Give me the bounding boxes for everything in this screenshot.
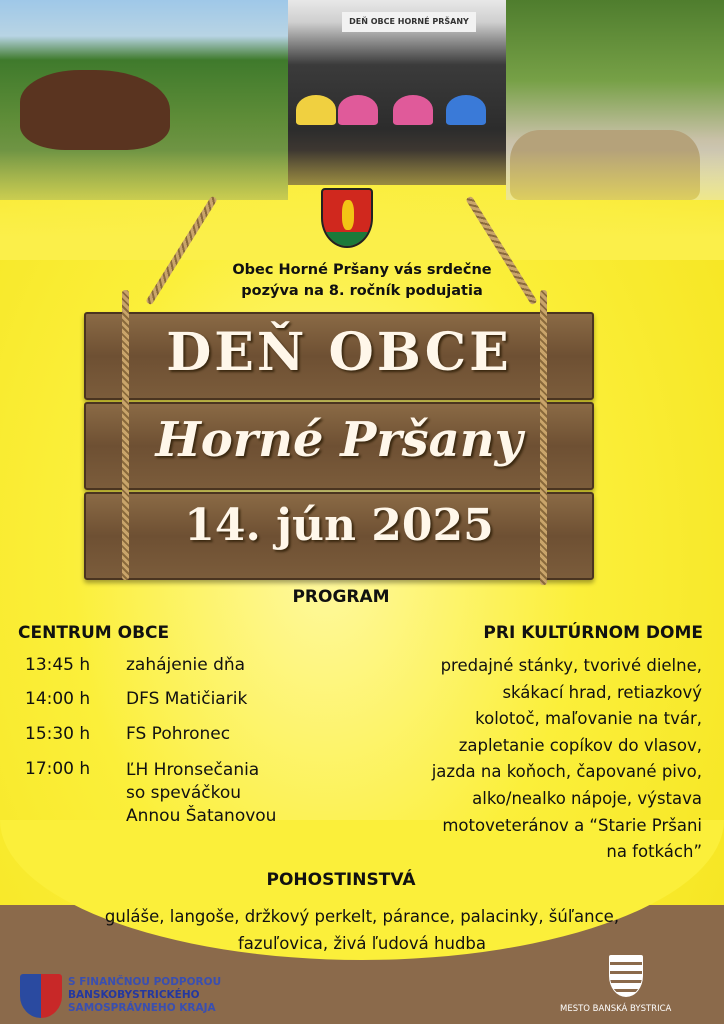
kulturny-line: jazda na koňoch, čapované pivo, — [431, 762, 702, 782]
kulturny-line: skákací hrad, retiazkový — [502, 682, 702, 702]
kulturny-line: kolotoč, maľovanie na tvár, — [475, 709, 702, 729]
program-item-line: so speváčkou — [126, 783, 242, 803]
program-item-line: Annou Šatanovou — [126, 806, 277, 826]
program-item: FS Pohronec — [126, 724, 231, 744]
kulturny-list — [432, 653, 702, 866]
city-label: MESTO BANSKÁ BYSTRICA — [560, 1004, 672, 1014]
kulturny-line: predajné stánky, tvorivé dielne, — [440, 656, 702, 675]
dancer — [446, 95, 486, 125]
centrum-heading: CENTRUM OBCE — [18, 623, 170, 643]
food-list — [0, 903, 724, 957]
sponsor-text — [68, 976, 221, 1015]
dancer — [296, 95, 336, 125]
program-heading: PROGRAM — [292, 587, 390, 607]
program-item: zahájenie dňa — [126, 655, 246, 675]
program-item — [126, 759, 276, 828]
kulturny-line: na fotkách” — [606, 842, 702, 862]
sign-village: Horné Pršany — [155, 412, 523, 468]
city-coat-of-arms-logo — [609, 955, 643, 997]
program-item: DFS Matičiarik — [126, 689, 248, 709]
sign-title: DEŇ OBCE — [166, 322, 512, 383]
sponsor-line: S FINANČNOU PODPOROU — [68, 976, 222, 988]
program-time: 17:00 h — [25, 759, 91, 779]
food-line: guláše, langoše, držkový perkelt, párance, palacinky, šúľance, — [104, 907, 620, 926]
stage-banner: DEŇ OBCE HORNÉ PRŠANY — [342, 12, 476, 32]
kulturny-line: zapletanie copíkov do vlasov, — [458, 735, 702, 755]
sign-date: 14. jún 2025 — [184, 500, 494, 551]
sponsor-line: BANSKOBYSTRICKÉHO — [68, 989, 200, 1001]
program-time: 15:30 h — [25, 724, 91, 744]
village-coat-of-arms — [321, 188, 373, 248]
pohostinstva-heading: POHOSTINSTVÁ — [266, 870, 416, 890]
program-item-line: ĽH Hronsečania — [126, 760, 260, 780]
region-coat-of-arms-logo — [20, 974, 62, 1018]
horse — [20, 70, 170, 150]
invitation-text — [0, 260, 724, 302]
invite-line: Obec Horné Pršany vás srdečne — [232, 262, 492, 278]
food-line: fazuľovica, živá ľudová hudba — [237, 934, 486, 953]
kulturny-line: motoveteránov a “Starie Pršani — [442, 815, 702, 835]
dancer — [338, 95, 378, 125]
program-time: 13:45 h — [25, 655, 91, 675]
program-time: 14:00 h — [25, 689, 91, 709]
dancer — [393, 95, 433, 125]
kulturny-heading: PRI KULTÚRNOM DOME — [483, 623, 703, 643]
sponsor-line: SAMOSPRÁVNEHO KRAJA — [68, 1002, 216, 1014]
kulturny-line: alko/nealko nápoje, výstava — [472, 788, 702, 808]
invite-line: pozýva na 8. ročník podujatia — [241, 283, 483, 299]
